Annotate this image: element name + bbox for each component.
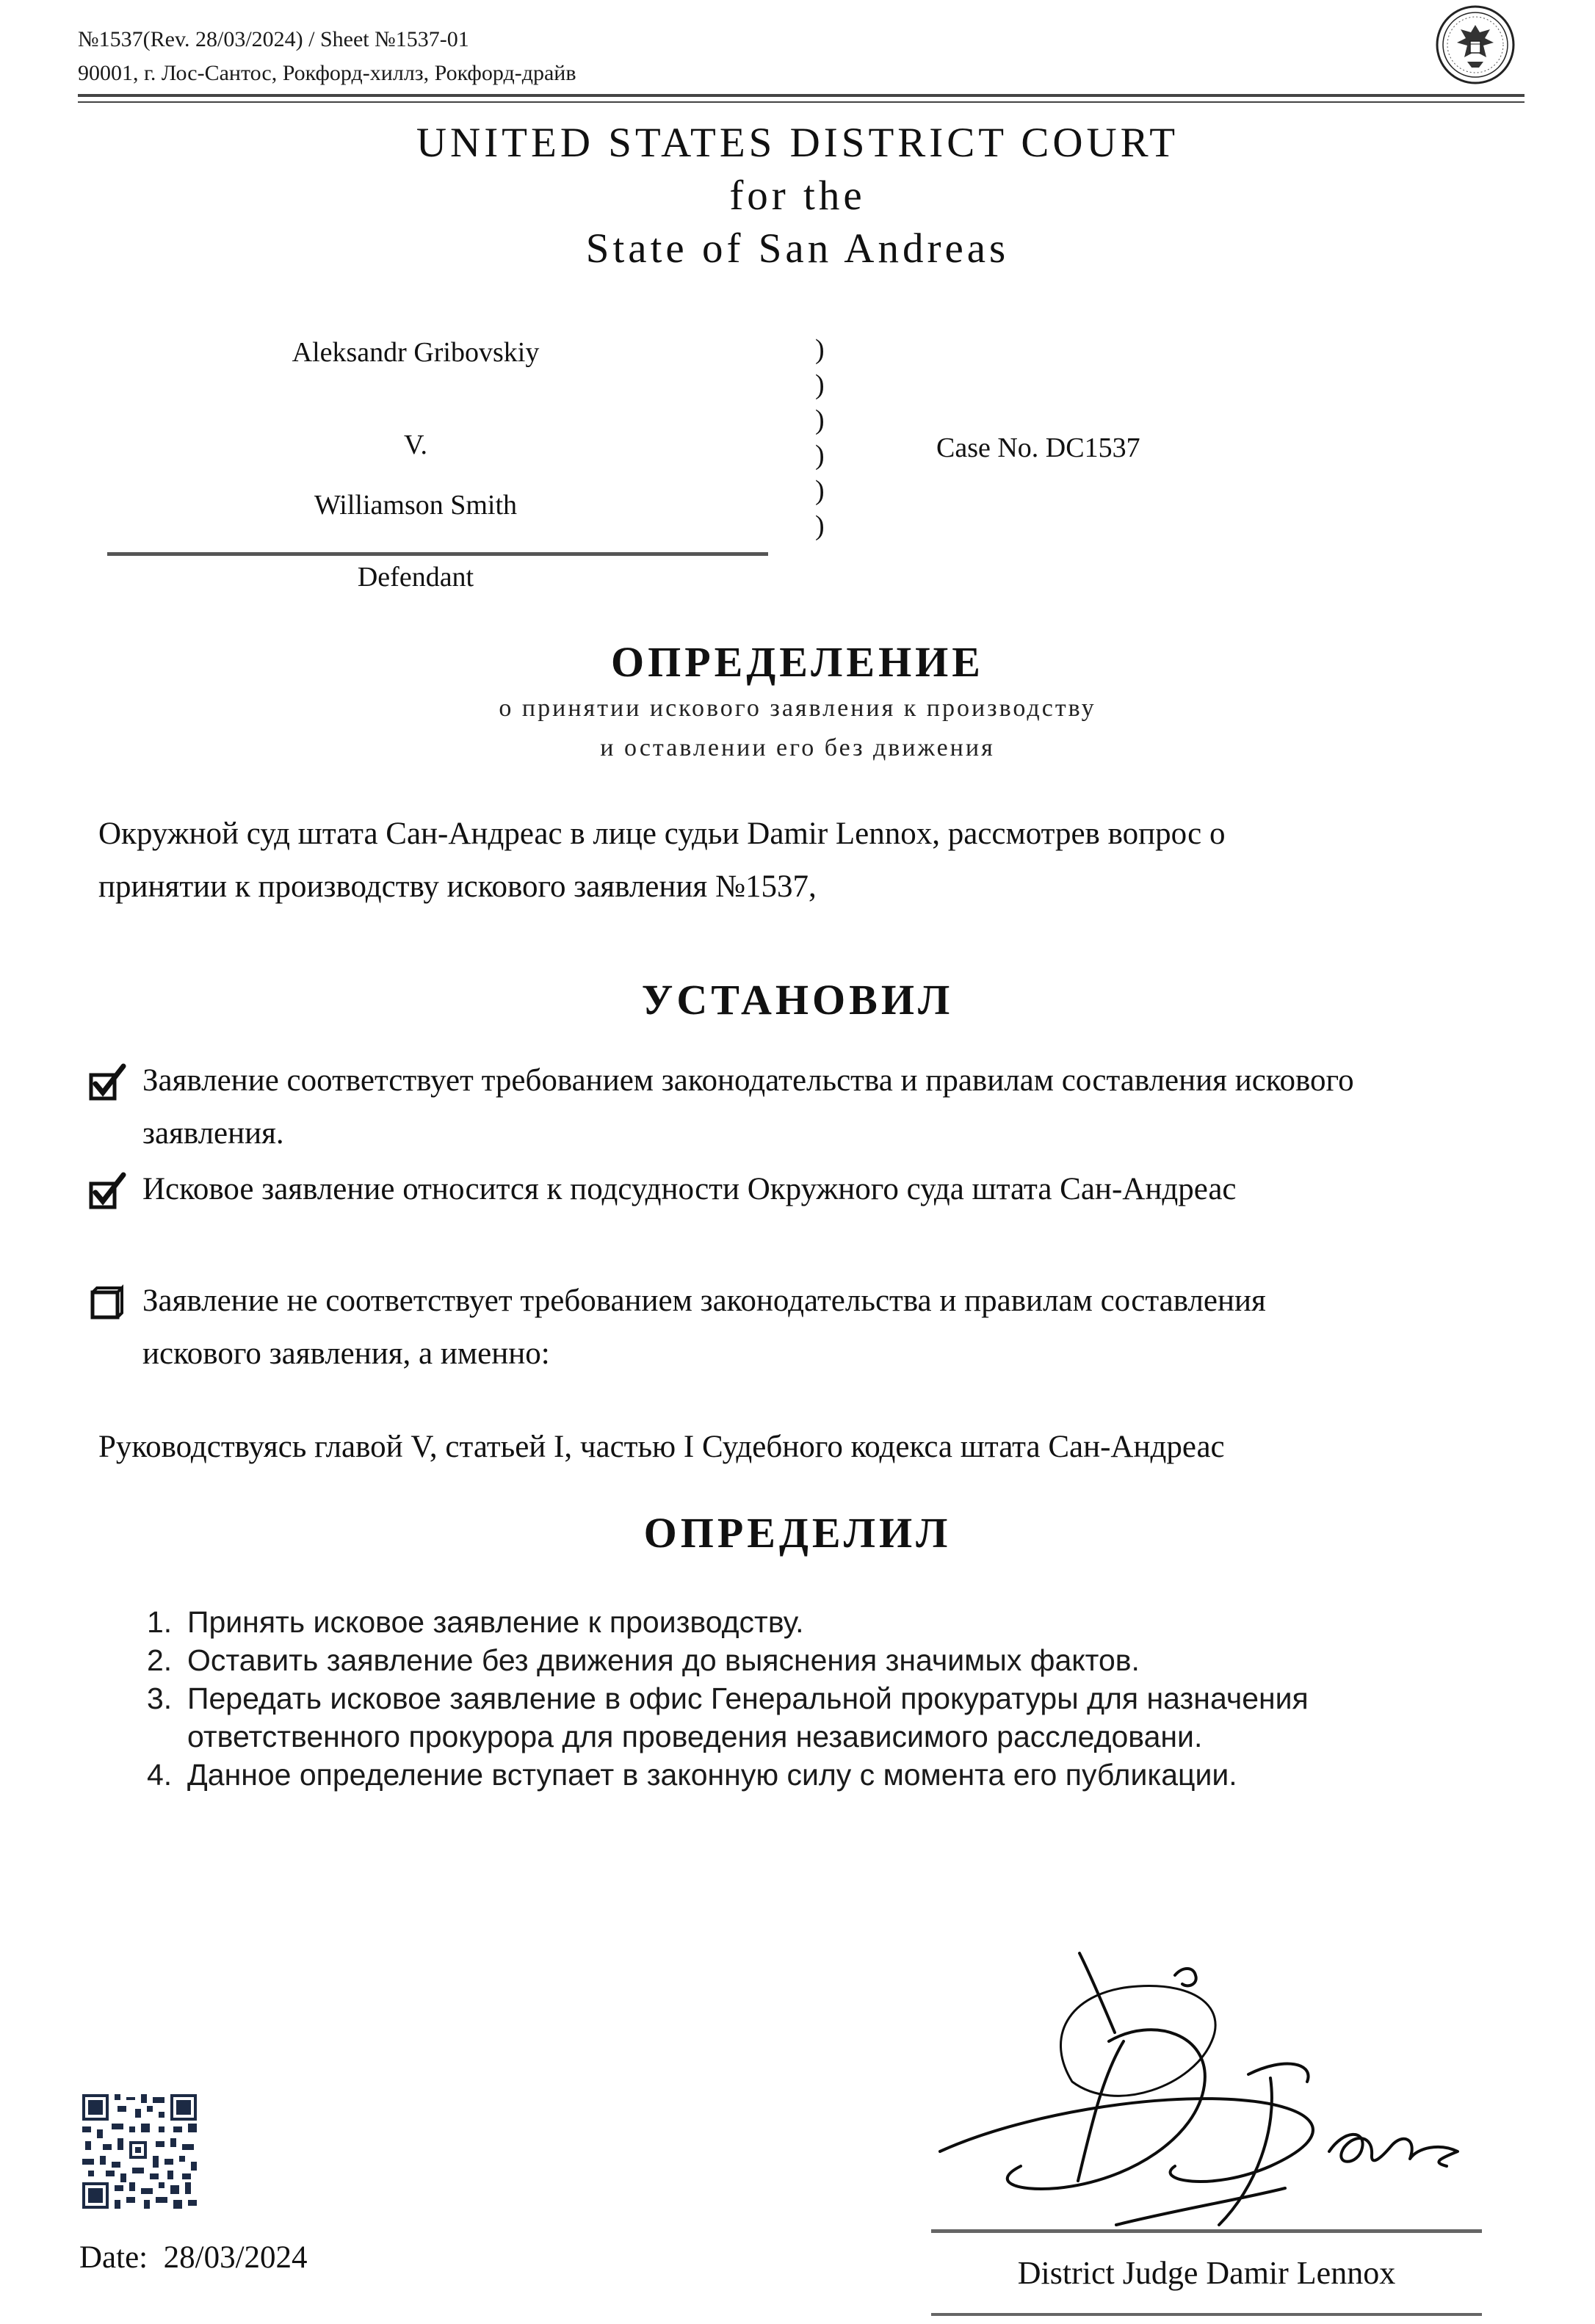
document-reference: №1537(Rev. 28/03/2024) / Sheet №1537-01 [78,27,469,51]
decision-item [147,1756,1542,1794]
signature-date [79,2240,308,2276]
intro-paragraph [98,808,1538,913]
document-title: ОПРЕДЕЛЕНИЕ [611,638,984,686]
qr-code-icon [79,2091,200,2212]
date-label: Date: [79,2240,148,2275]
case-number: Case No. DC1537 [936,432,1140,463]
date-value: 28/03/2024 [163,2240,308,2275]
checked-box-icon [88,1062,129,1103]
document-subtitle-line1: о принятии искового заявления к производству [499,695,1096,722]
caption-parentheses [815,332,825,543]
decision-item-line: Передать исковое заявление в офис Генеральной прокуратуры для назначения [187,1682,1309,1715]
signature-rule-bottom [931,2313,1482,2316]
decision-number: 4. [147,1758,173,1792]
header-rule-thick [78,94,1525,97]
paren-mark: ) [815,369,825,400]
decision-item-line: Оставить заявление без движения до выяснения значимых фактов. [187,1643,1140,1677]
established-item-line: заявления. [142,1116,284,1151]
court-for-the: for the [729,173,866,219]
caption-separator [107,552,768,556]
decision-item-line: Принять исковое заявление к производству. [187,1605,804,1639]
decided-heading: ОПРЕДЕЛИЛ [643,1509,952,1557]
paren-mark: ) [815,334,825,365]
intro-line: принятии к производству искового заявления №1537, [98,869,817,904]
intro-line: Окружной суд штата Сан-Андреас в лице судьи Damir Lennox, рассмотрев вопрос о [98,817,1226,851]
decision-number: 3. [147,1682,173,1715]
decision-item [147,1603,1542,1641]
decision-item [147,1641,1542,1679]
checked-box-icon [88,1170,129,1212]
established-item-line: Заявление соответствует требованием законодательства и правилам составления искового [142,1063,1354,1098]
decision-list [147,1603,1542,1794]
decision-item-line: ответственного прокурора для проведения независимого расследовани. [187,1720,1203,1753]
judge-title: District Judge Damir Lennox [1017,2255,1396,2291]
document-subtitle-line2: и оставлении его без движения [600,734,995,761]
plaintiff-name: Aleksandr Gribovskiy [292,337,540,368]
court-seal-icon [1435,4,1516,85]
paren-mark: ) [815,475,825,506]
decision-number: 1. [147,1605,173,1639]
versus-label: V. [403,430,428,460]
paren-mark: ) [815,510,825,541]
signature-icon [933,1946,1483,2240]
decision-item-line: Данное определение вступает в законную силу с момента его публикации. [187,1758,1237,1792]
established-item-line: Исковое заявление относится к подсудности Окружного суда штата Сан-Андреас [142,1172,1237,1206]
decision-item [147,1679,1542,1756]
defendant-label: Defendant [357,562,474,593]
decision-number: 2. [147,1643,173,1677]
guided-by-paragraph: Руководствуясь главой V, статьей I, частью I Судебного кодекса штата Сан-Андреас [98,1430,1225,1464]
established-item-line: искового заявления, а именно: [142,1336,550,1371]
defendant-name: Williamson Smith [314,490,518,521]
established-item-line: Заявление не соответствует требованием законодательства и правилам составления [142,1284,1266,1318]
court-state: State of San Andreas [585,225,1010,272]
header-rule-thin [78,101,1525,103]
signature-rule-top [931,2229,1482,2233]
unchecked-box-icon [88,1282,129,1323]
court-name: UNITED STATES DISTRICT COURT [416,120,1179,166]
paren-mark: ) [815,405,825,435]
court-address: 90001, г. Лос-Сантос, Рокфорд-хиллз, Рокфорд-драйв [78,61,576,85]
paren-mark: ) [815,440,825,471]
established-heading: УСТАНОВИЛ [641,976,954,1024]
